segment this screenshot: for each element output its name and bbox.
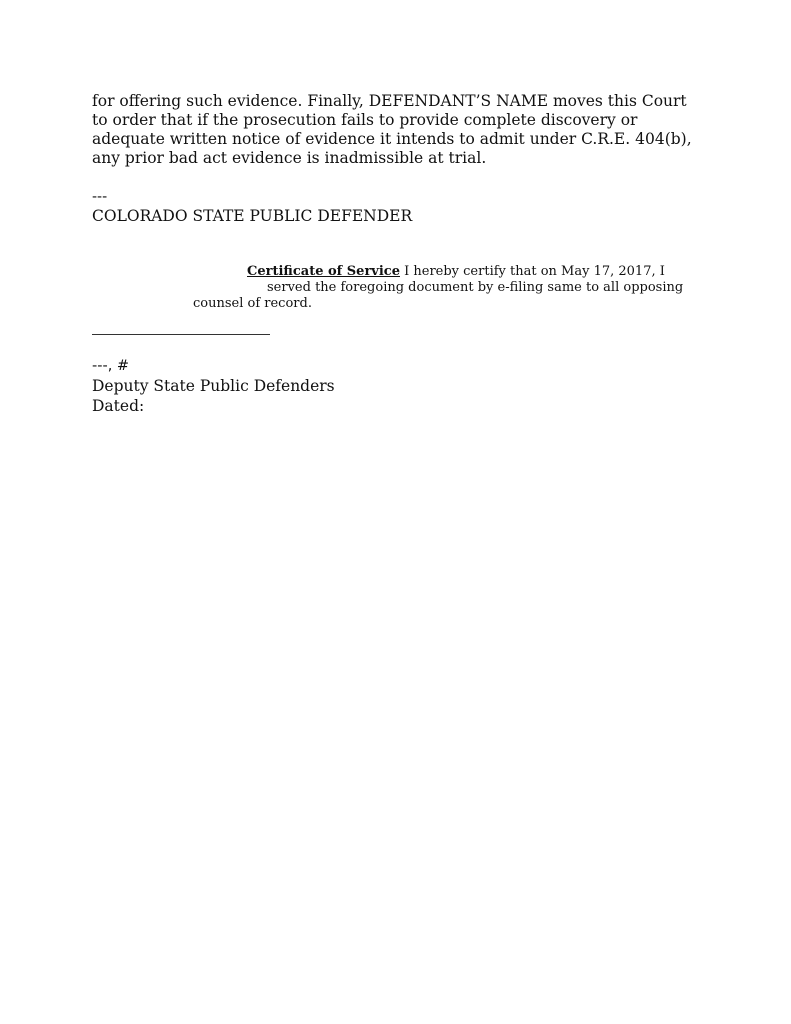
motion-paragraph — [92, 92, 712, 168]
dated-label: Dated: — [92, 397, 145, 415]
certificate-heading: Certificate of Service — [247, 264, 400, 279]
attorney-placeholder: --- — [92, 189, 108, 205]
paragraph-line: for offering such evidence. Finally, DEFENDANT’S NAME moves this Court — [92, 92, 687, 110]
signer-block — [92, 356, 335, 416]
certificate-of-service — [193, 264, 693, 312]
certificate-text: I hereby certify that on May 17, 2017, I — [399, 264, 665, 279]
signature-line — [92, 334, 270, 335]
certificate-line-2: served the foregoing document by e-filing same to all opposing — [267, 280, 684, 295]
certificate-line-1 — [193, 264, 693, 280]
office-name: COLORADO STATE PUBLIC DEFENDER — [92, 207, 413, 225]
paragraph-line: any prior bad act evidence is inadmissible at trial. — [92, 149, 487, 167]
paragraph-line: to order that if the prosecution fails to provide complete discovery or — [92, 111, 638, 129]
paragraph-line: adequate written notice of evidence it intends to admit under C.R.E. 404(b), — [92, 130, 692, 148]
signer-name: ---, # — [92, 358, 130, 374]
certificate-line-3: counsel of record. — [193, 296, 312, 311]
signer-title: Deputy State Public Defenders — [92, 377, 335, 395]
